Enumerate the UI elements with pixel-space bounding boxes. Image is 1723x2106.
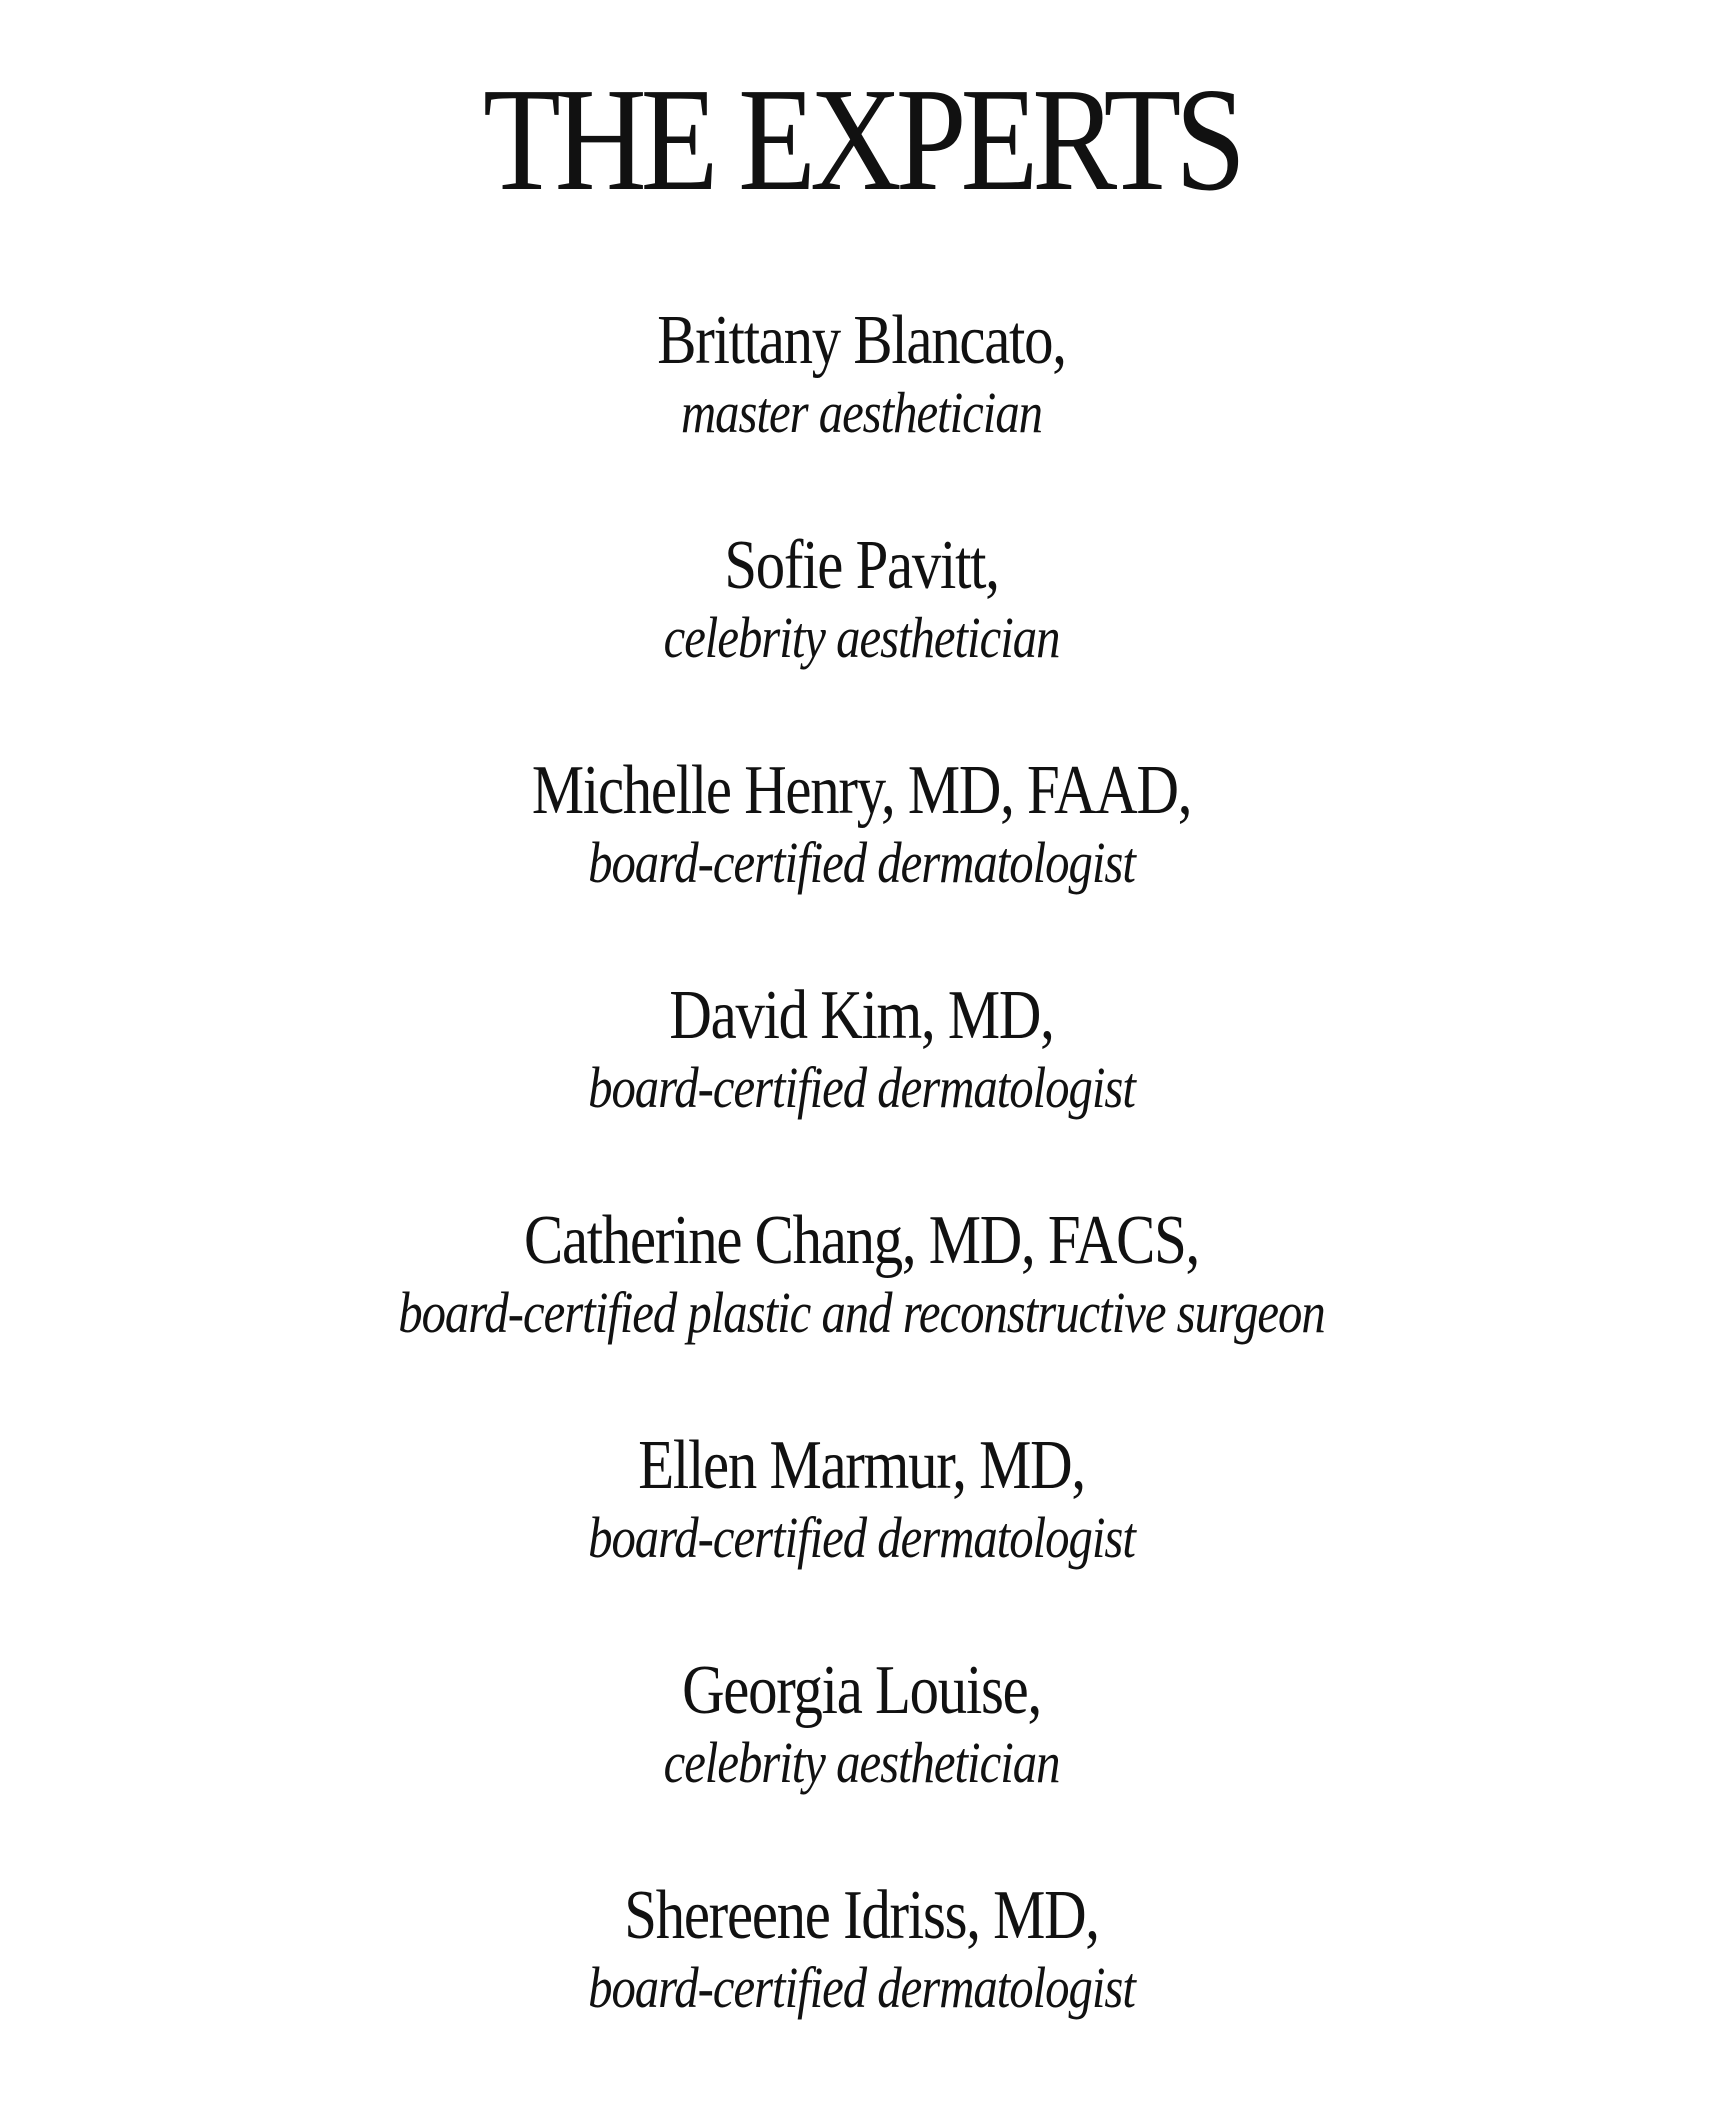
expert-entry	[0, 752, 1723, 981]
expert-name: Catherine Chang, MD, FACS,	[523, 1202, 1199, 1279]
expert-role: board-certified dermatologist	[588, 830, 1135, 895]
expert-name: David Kim, MD,	[669, 977, 1054, 1054]
expert-name: Georgia Louise,	[682, 1652, 1041, 1729]
expert-role: board-certified dermatologist	[588, 1955, 1135, 2020]
expert-name: Shereene Idriss, MD,	[624, 1877, 1099, 1954]
expert-name: Sofie Pavitt,	[724, 527, 999, 604]
expert-entry	[0, 1427, 1723, 1656]
expert-entry	[0, 1652, 1723, 1881]
page-title: THE EXPERTS	[482, 58, 1240, 222]
experts-list	[0, 302, 1723, 2106]
expert-role: board-certified dermatologist	[588, 1505, 1135, 1570]
expert-role: board-certified plastic and reconstructive surgeon	[398, 1280, 1325, 1345]
expert-entry	[0, 302, 1723, 531]
expert-entry	[0, 1877, 1723, 2106]
expert-role: board-certified dermatologist	[588, 1055, 1135, 1120]
expert-entry	[0, 977, 1723, 1206]
expert-entry	[0, 527, 1723, 756]
expert-role: master aesthetician	[680, 380, 1043, 445]
expert-role: celebrity aesthetician	[663, 605, 1060, 670]
expert-role: celebrity aesthetician	[663, 1730, 1060, 1795]
expert-name: Brittany Blancato,	[657, 302, 1066, 379]
expert-entry	[0, 1202, 1723, 1431]
expert-name: Ellen Marmur, MD,	[638, 1427, 1085, 1504]
expert-name: Michelle Henry, MD, FAAD,	[531, 752, 1192, 829]
